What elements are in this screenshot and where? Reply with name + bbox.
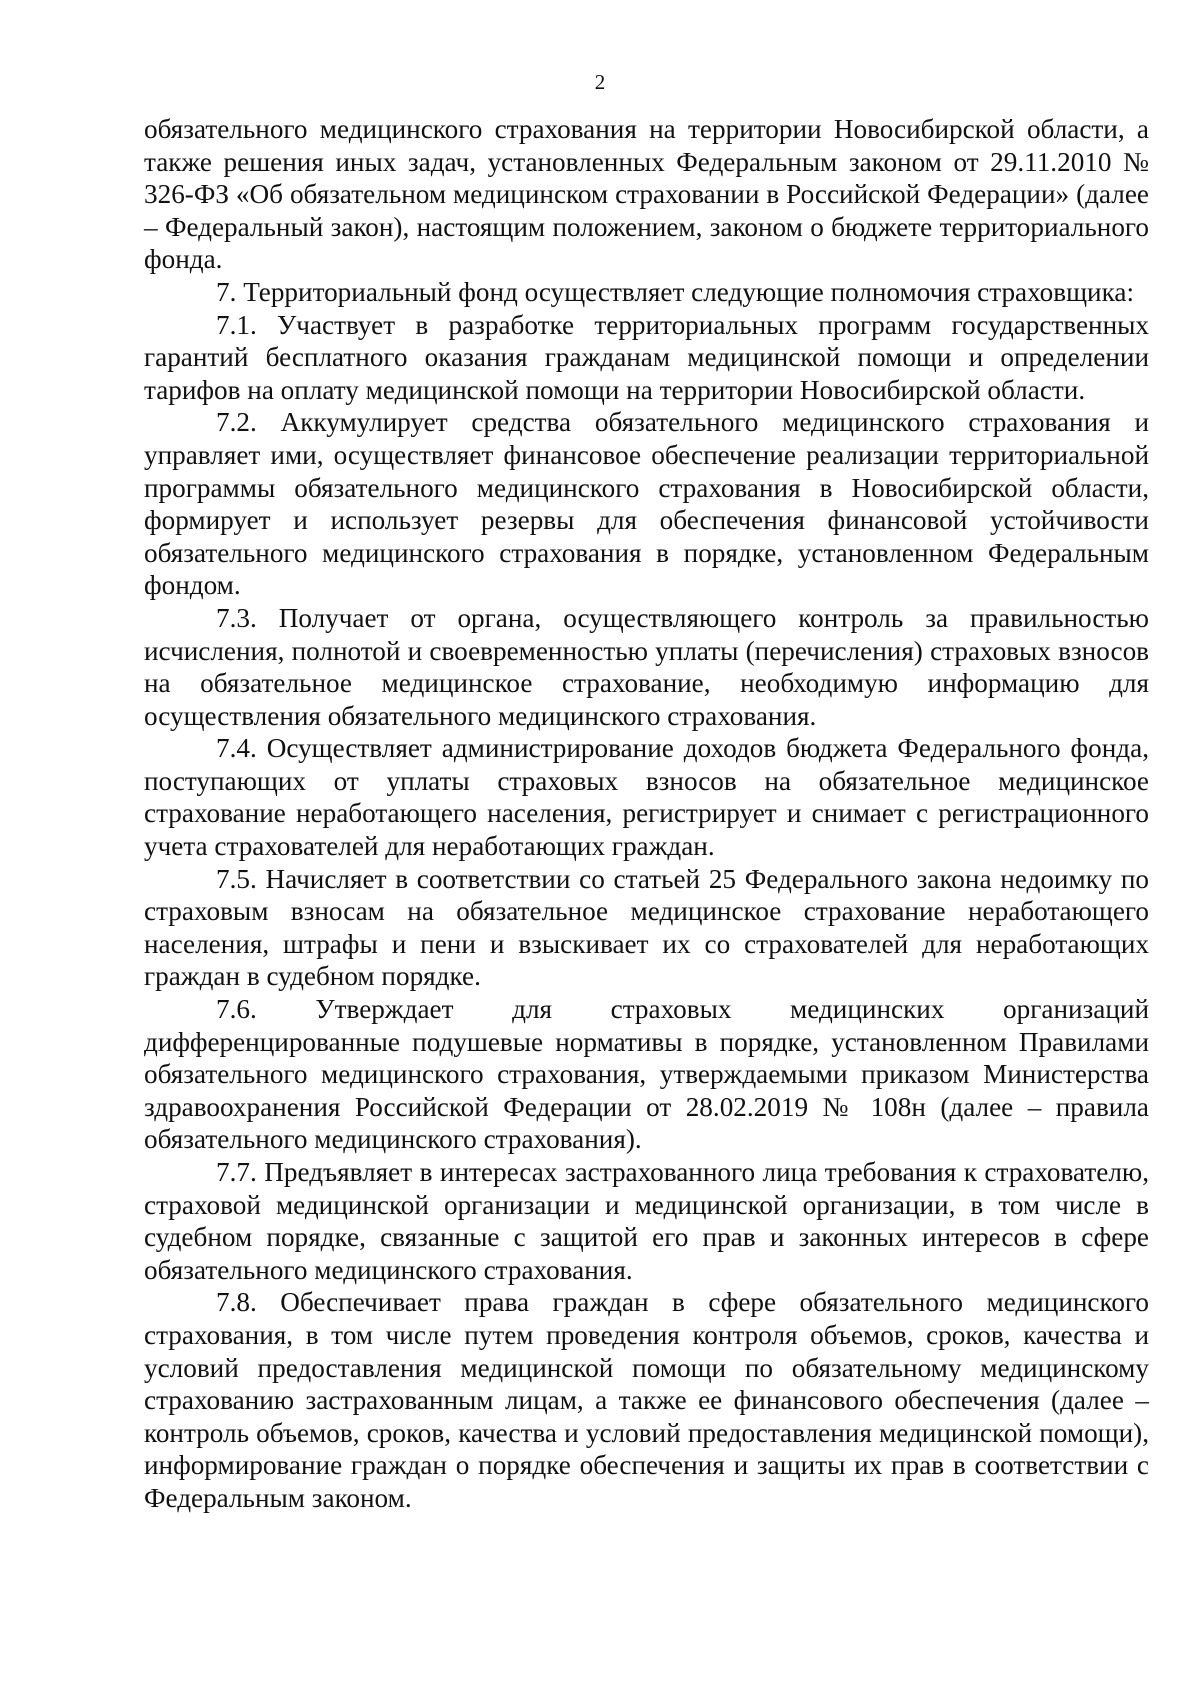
paragraph-7-2: 7.2. Аккумулирует средства обязательного медицинского страхования и управляет ими, осуществляет финансовое обеспечение реализации территориальной программы обязательного медицинского страхования в Новосибирской области, формирует и использует резервы для обеспечения финансовой устойчивости обязательного медицинского страхования в порядке, установленном Федеральным фондом. xyxy=(144,407,1149,601)
paragraph-7-6: 7.6. Утверждает для страховых медицинских организаций дифференцированные подушевые нормативы в порядке, установленном Правилами обязательного медицинского страхования, утверждаемыми приказом Министерства здравоохранения Российской Федерации от 28.02.2019 № 108н (далее – правила обязательного медицинского страхования). xyxy=(144,994,1149,1155)
paragraph-7: 7. Территориальный фонд осуществляет следующие полномочия страховщика: xyxy=(216,276,1135,307)
page-number: 2 xyxy=(594,70,606,94)
paragraph-7-5: 7.5. Начисляет в соответствии со статьей 25 Федерального закона недоимку по страховым взносам на обязательное медицинское страхование неработающего населения, штрафы и пени и взыскивает их со страхователей для неработающих граждан в судебном порядке. xyxy=(144,863,1149,992)
paragraph-7-3: 7.3. Получает от органа, осуществляющего контроль за правильностью исчисления, полнотой и своевременностью уплаты (перечисления) страховых взносов на обязательное медицинское страхование, необходимую информацию для осуществления обязательного медицинского страхования. xyxy=(144,602,1149,731)
paragraph-7-1: 7.1. Участвует в разработке территориальных программ государственных гарантий бесплатного оказания гражданам медицинской помощи и определении тарифов на оплату медицинской помощи на территории Новосибирской области. xyxy=(144,309,1149,405)
document-body xyxy=(144,113,1149,1515)
paragraph-7-8: 7.8. Обеспечивает права граждан в сфере обязательного медицинского страхования, в том числе путем проведения контроля объемов, сроков, качества и условий предоставления медицинской помощи по обязательному медицинскому страхованию застрахованным лицам, а также ее финансового обеспечения (далее – контроль объемов, сроков, качества и условий предоставления медицинской помощи), информирование граждан о порядке обеспечения и защиты их прав в соответствии с Федеральным законом. xyxy=(144,1287,1149,1513)
paragraph-7-7: 7.7. Предъявляет в интересах застрахованного лица требования к страхователю, страховой медицинской организации и медицинской организации, в том числе в судебном порядке, связанные с защитой его прав и законных интересов в сфере обязательного медицинского страхования. xyxy=(144,1157,1149,1285)
paragraph-7-4: 7.4. Осуществляет администрирование доходов бюджета Федерального фонда, поступающих от уплаты страховых взносов на обязательное медицинское страхование неработающего населения, регистрирует и снимает с регистрационного учета страхователей для неработающих граждан. xyxy=(144,733,1149,862)
paragraph-continuation: обязательного медицинского страхования на территории Новосибирской области, а также решения иных задач, установленных Федеральным законом от 29.11.2010 № 326-ФЗ «Об обязательном медицинском страховании в Российской Федерации» (далее – Федеральный закон), настоящим положением, законом о бюджете территориального фонда. xyxy=(144,114,1149,275)
